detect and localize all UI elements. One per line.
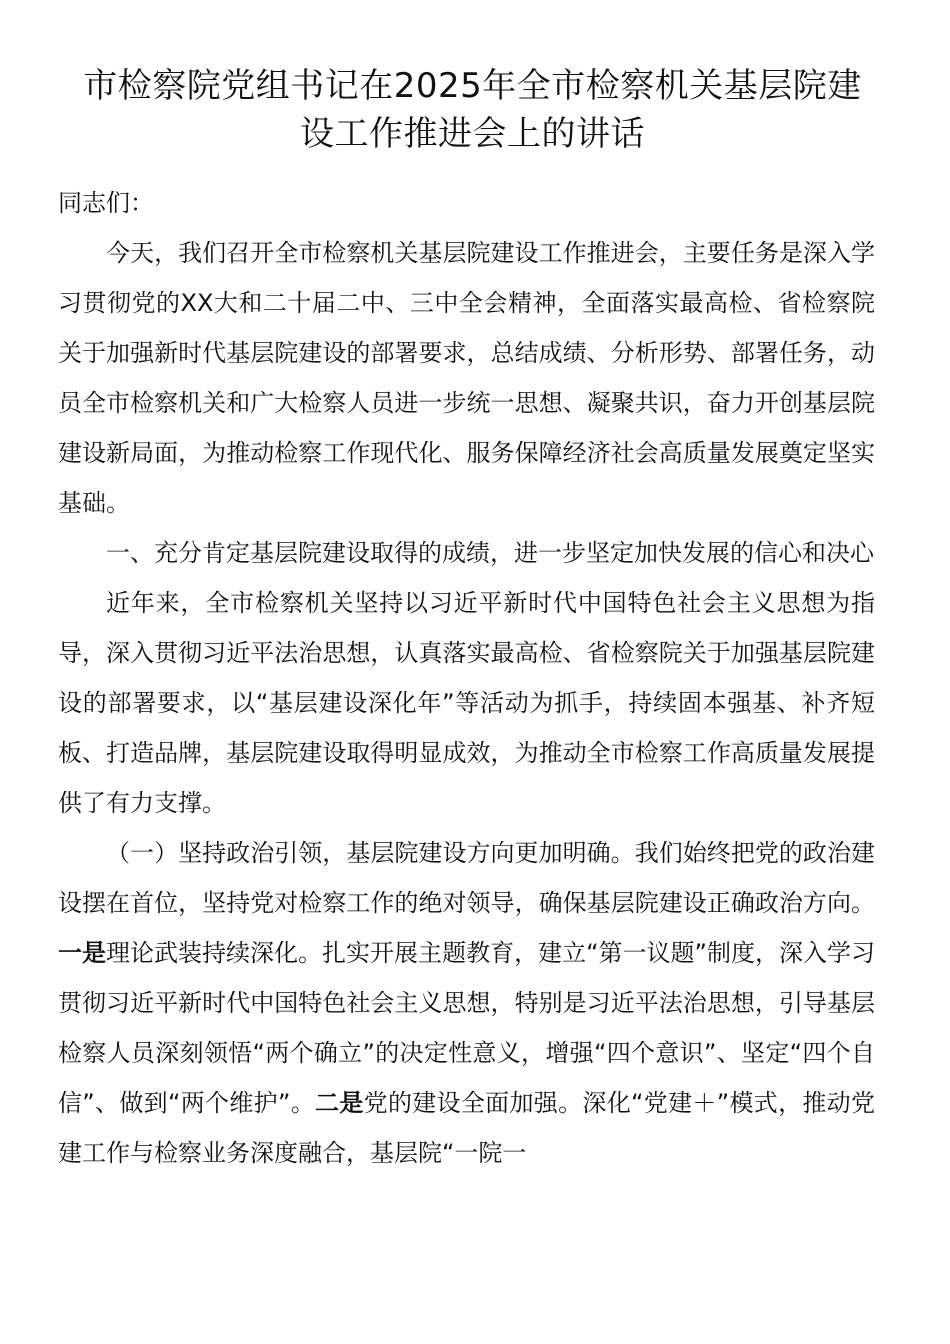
section-heading-1: 一、充分肯定基层院建设取得的成绩，进一步坚定加快发展的信心和决心 xyxy=(106,539,874,567)
title-line-2: 设工作推进会上的讲话 xyxy=(300,114,645,154)
subsection-lead: （一）坚持政治引领，基层院建设方向更加明确。我们始终把党的政治建设摆在首位，坚持党对检察工作的绝对领导，确保基层院建设正确政治方向。 xyxy=(58,839,875,917)
title-line-1: 市检察院党组书记在2025年全市检察机关基层院建 xyxy=(83,66,862,106)
document-title xyxy=(58,62,875,158)
paragraph-intro: 今天，我们召开全市检察机关基层院建设工作推进会，主要任务是深入学习贯彻党的XX大和二十届二中、三中全会精神，全面落实最高检、省检察院关于加强新时代基层院建设的部署要求，总结成绩、分析形势、部署任务，动员全市检察机关和广大检察人员进一步统一思想、凝聚共识，奋力开创基层院建设新局面，为推动检察工作现代化、服务保障经济社会高质量发展奠定坚实基础。 xyxy=(58,239,875,517)
point-marker-1: 一是 xyxy=(58,939,107,967)
point-text-2: 党的建设全面加强。深化“党建＋”模式，推动党建工作与检察业务深度融合，基层院“一院一 xyxy=(58,1089,875,1167)
point-text-1: 理论武装持续深化。扎实开展主题教育，建立“第一议题”制度，深入学习贯彻习近平新时代中国特色社会主义思想，特别是习近平法治思想，引导基层检察人员深刻领悟“两个确立”的决定性意义，增强“四个意识”、坚定“四个自信”、做到“两个维护”。 xyxy=(58,939,875,1117)
paragraph-achievements: 近年来，全市检察机关坚持以习近平新时代中国特色社会主义思想为指导，深入贯彻习近平法治思想，认真落实最高检、省检察院关于加强基层院建设的部署要求，以“基层建设深化年”等活动为抓手，持续固本强基、补齐短板、打造品牌，基层院建设取得明显成效，为推动全市检察工作高质量发展提供了有力支撑。 xyxy=(58,589,875,817)
salutation: 同志们： xyxy=(58,189,154,217)
document-body xyxy=(58,178,875,1178)
paragraph-political-guidance xyxy=(58,828,875,1178)
point-marker-2: 二是 xyxy=(315,1089,364,1117)
